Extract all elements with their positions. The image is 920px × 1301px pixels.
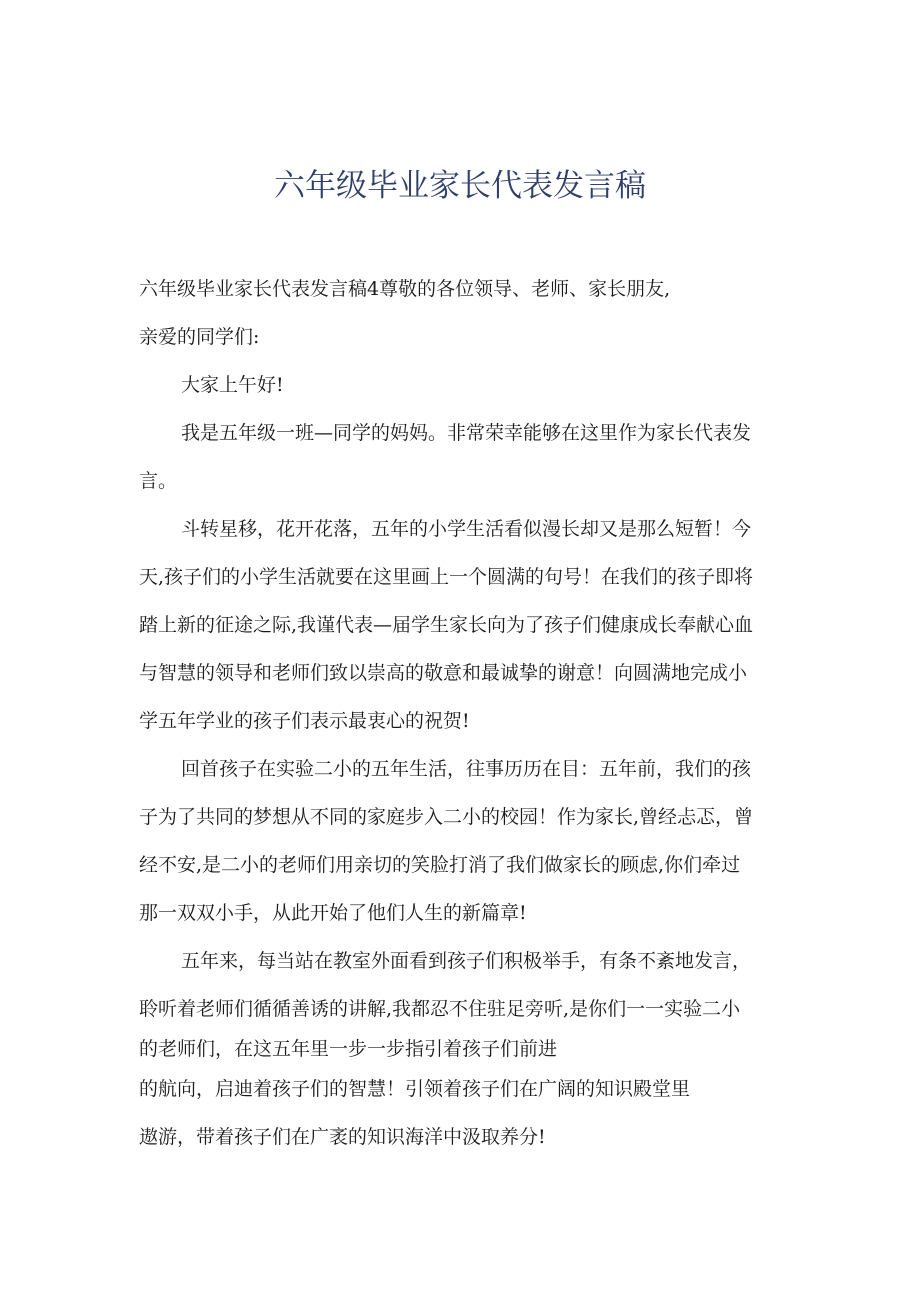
body-line: 遨游，带着孩子们在广袤的知识海洋中汲取养分! [139, 1126, 546, 1148]
body-line: 聆听着老师们循循善诱的讲解,我都忍不住驻足旁听,是你们一一实验二小 [139, 998, 741, 1020]
body-line: 学五年学业的孩子们表示最衷心的祝贺! [139, 710, 470, 732]
document-body [139, 265, 791, 1161]
body-line: 回首孩子在实验二小的五年生活，往事历历在目：五年前，我们的孩 [181, 758, 752, 780]
body-line: 天,孩子们的小学生活就要在这里画上一个圆满的句号！在我们的孩子即将 [139, 566, 754, 588]
body-line: 的航向，启迪着孩子们的智慧！引领着孩子们在广阔的知识殿堂里 [139, 1078, 691, 1100]
document-title: 六年级毕业家长代表发言稿 [274, 168, 646, 204]
body-line: 言。 [139, 470, 178, 492]
body-line: 我是五年级一班—同学的妈妈。非常荣幸能够在这里作为家长代表发 [181, 422, 752, 444]
body-line: 亲爱的同学们: [139, 326, 260, 348]
body-line: 那一双双小手，从此开始了他们人生的新篇章! [139, 902, 527, 924]
body-line: 的老师们，在这五年里一步一步指引着孩子们前进 [139, 1038, 558, 1060]
body-line: 子为了共同的梦想从不同的家庭步入二小的校园！作为家长,曾经忐忑，曾 [139, 806, 754, 828]
body-line: 与智慧的领导和老师们致以崇高的敬意和最诚挚的谢意！向圆满地完成小 [139, 662, 748, 684]
body-line: 五年来，每当站在教室外面看到孩子们积极举手，有条不紊地发言， [181, 950, 752, 972]
body-line: 斗转星移，花开花落，五年的小学生活看似漫长却又是那么短暂！今 [181, 518, 752, 540]
body-line: 踏上新的征途之际,我谨代表—届学生家长向为了孩子们健康成长奉献心血 [139, 614, 754, 636]
body-line: 大家上午好! [181, 374, 284, 396]
body-line: 经不安,是二小的老师们用亲切的笑脸打消了我们做家长的顾虑,你们牵过 [139, 854, 741, 876]
body-line: 六年级毕业家长代表发言稿4尊敬的各位领导、老师、家长朋友, [139, 278, 671, 300]
